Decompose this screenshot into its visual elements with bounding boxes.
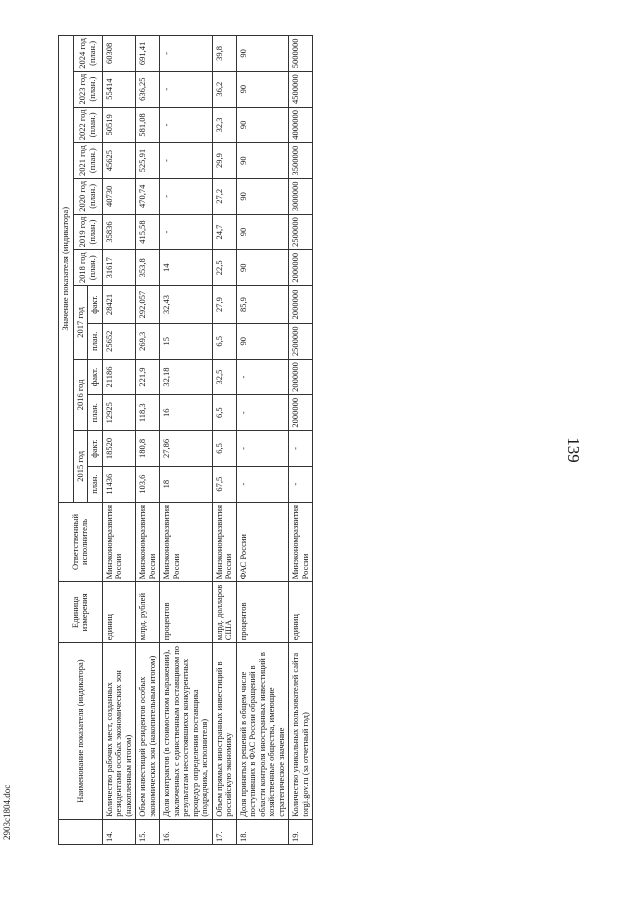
header-2023: 2023 год (план.) <box>73 71 102 107</box>
header-fact-2015: факт. <box>88 431 103 467</box>
value-cell: 29,9 <box>212 143 236 179</box>
unit-cell: процентов <box>160 582 213 643</box>
value-cell: 3500000 <box>289 143 313 179</box>
value-cell: 90 <box>236 71 289 107</box>
value-cell: 292,057 <box>136 286 160 324</box>
value-cell: 27,86 <box>160 431 213 467</box>
row-number: 19. <box>289 819 313 844</box>
value-cell: 180,8 <box>136 431 160 467</box>
value-cell: 2000000 <box>289 286 313 324</box>
header-2015: 2015 год <box>73 431 88 502</box>
value-cell: 67,5 <box>212 466 236 502</box>
indicator-name: Количество уникальных пользователей сайта torgi.gov.ru (за отчетный год) <box>289 643 313 820</box>
value-cell: 16 <box>160 395 213 431</box>
value-cell: 60308 <box>102 36 136 72</box>
value-cell: 636,25 <box>136 71 160 107</box>
header-plan-2015: план. <box>88 466 103 502</box>
value-cell: 45625 <box>102 143 136 179</box>
indicator-name: Объем инвестиций резидентов особых экономических зон (накопительным итогом) <box>136 643 160 820</box>
value-cell: 90 <box>236 323 289 359</box>
value-cell: 6,5 <box>212 395 236 431</box>
value-cell: 22,5 <box>212 250 236 286</box>
value-cell: 85,9 <box>236 286 289 324</box>
value-cell: 31617 <box>102 250 136 286</box>
value-cell: 525,91 <box>136 143 160 179</box>
table-row <box>160 36 213 845</box>
header-2017: 2017 год <box>73 286 88 360</box>
header-plan-2016: план. <box>88 395 103 431</box>
row-number: 16. <box>160 819 213 844</box>
header-2024: 2024 год (план.) <box>73 36 102 72</box>
header-2022: 2022 год (план.) <box>73 107 102 143</box>
value-cell: 18520 <box>102 431 136 467</box>
value-cell: 269,3 <box>136 323 160 359</box>
unit-cell: процентов <box>236 582 289 643</box>
table-row <box>136 36 160 845</box>
value-cell: 12925 <box>102 395 136 431</box>
responsible-cell: Минэкономразвития России <box>136 502 160 582</box>
value-cell: 6,5 <box>212 431 236 467</box>
value-cell: 32,43 <box>160 286 213 324</box>
value-cell: 18 <box>160 466 213 502</box>
table-row <box>289 36 313 845</box>
value-cell: 24,7 <box>212 214 236 250</box>
responsible-cell: ФАС России <box>236 502 289 582</box>
value-cell: 2000000 <box>289 250 313 286</box>
value-cell: 3000000 <box>289 178 313 214</box>
value-cell: - <box>160 107 213 143</box>
header-2018: 2018 год (план.) <box>73 250 102 286</box>
value-cell: 5000000 <box>289 36 313 72</box>
header-2019: 2019 год (план.) <box>73 214 102 250</box>
value-cell: - <box>289 431 313 467</box>
header-2021: 2021 год (план.) <box>73 143 102 179</box>
value-cell: 35836 <box>102 214 136 250</box>
value-cell: 90 <box>236 250 289 286</box>
rotated-table-container <box>58 35 538 845</box>
header-name: Наименование показателя (индикатора) <box>59 643 103 820</box>
table-row <box>102 36 136 845</box>
value-cell: 4000000 <box>289 107 313 143</box>
value-cell: 32,3 <box>212 107 236 143</box>
header-fact-2016: факт. <box>88 359 103 395</box>
responsible-cell: Минэкономразвития России <box>289 502 313 582</box>
value-cell: - <box>160 71 213 107</box>
header-fact-2017: факт. <box>88 286 103 324</box>
value-cell: 4500000 <box>289 71 313 107</box>
value-cell: 103,6 <box>136 466 160 502</box>
value-cell: 118,3 <box>136 395 160 431</box>
page-number: 139 <box>563 437 583 463</box>
value-cell: 353,8 <box>136 250 160 286</box>
unit-cell: млрд. долларов США <box>212 582 236 643</box>
responsible-cell: Минэкономразвития России <box>160 502 213 582</box>
value-cell: 11436 <box>102 466 136 502</box>
value-cell: 28421 <box>102 286 136 324</box>
header-2016: 2016 год <box>73 359 88 430</box>
value-cell: 50519 <box>102 107 136 143</box>
value-cell: 90 <box>236 107 289 143</box>
value-cell: - <box>160 143 213 179</box>
value-cell: - <box>236 359 289 395</box>
value-cell: 25652 <box>102 323 136 359</box>
indicator-name: Доля принятых решений в общем числе поступивших в ФАС России обращений в области контроля иностранных инвестиций в хозяйственные общества, имеющие стратегическое значение <box>236 643 289 820</box>
value-cell: 2500000 <box>289 214 313 250</box>
value-cell: 32,5 <box>212 359 236 395</box>
table-row <box>212 36 236 845</box>
row-number: 14. <box>102 819 136 844</box>
value-cell: 27,2 <box>212 178 236 214</box>
indicators-table <box>58 35 313 845</box>
value-cell: 15 <box>160 323 213 359</box>
value-cell: - <box>289 466 313 502</box>
responsible-cell: Минэкономразвития России <box>102 502 136 582</box>
value-cell: 27,9 <box>212 286 236 324</box>
unit-cell: единиц <box>289 582 313 643</box>
value-cell: 2000000 <box>289 359 313 395</box>
value-cell: 90 <box>236 214 289 250</box>
value-cell: - <box>160 214 213 250</box>
value-cell: 90 <box>236 36 289 72</box>
value-cell: 415,58 <box>136 214 160 250</box>
header-values-group: Значение показателя (индикатора) <box>59 36 74 503</box>
indicator-name: Доля контрактов (в стоимостном выражении), заключенных с единственным поставщиком по результатам несостоявшихся конкурентных процедур определения поставщика (подрядчика, исполнителя) <box>160 643 213 820</box>
value-cell: 2000000 <box>289 395 313 431</box>
value-cell: 581,08 <box>136 107 160 143</box>
value-cell: 2500000 <box>289 323 313 359</box>
footer-filename: 2903с1804.doc <box>2 784 12 840</box>
row-number: 18. <box>236 819 289 844</box>
value-cell: 36,2 <box>212 71 236 107</box>
value-cell: - <box>160 178 213 214</box>
value-cell: - <box>236 466 289 502</box>
value-cell: 90 <box>236 143 289 179</box>
header-2020: 2020 год (план.) <box>73 178 102 214</box>
table-row <box>236 36 289 845</box>
value-cell: 221,9 <box>136 359 160 395</box>
header-responsible: Ответственный исполнитель <box>59 502 103 582</box>
indicator-name: Объем прямых иностранных инвестиций в российскую экономику <box>212 643 236 820</box>
value-cell: 40730 <box>102 178 136 214</box>
value-cell: 21186 <box>102 359 136 395</box>
unit-cell: единиц <box>102 582 136 643</box>
header-plan-2017: план. <box>88 323 103 359</box>
unit-cell: млрд. рублей <box>136 582 160 643</box>
indicator-name: Количество рабочих мест, созданных резидентами особых экономических зон (накопленным итогом) <box>102 643 136 820</box>
value-cell: 90 <box>236 178 289 214</box>
value-cell: 32,18 <box>160 359 213 395</box>
value-cell: 55414 <box>102 71 136 107</box>
value-cell: 691,41 <box>136 36 160 72</box>
value-cell: - <box>160 36 213 72</box>
header-unit: Единица измерения <box>59 582 103 643</box>
value-cell: 470,74 <box>136 178 160 214</box>
header-num <box>59 819 103 844</box>
value-cell: 6,5 <box>212 323 236 359</box>
row-number: 15. <box>136 819 160 844</box>
value-cell: 14 <box>160 250 213 286</box>
value-cell: - <box>236 395 289 431</box>
value-cell: - <box>236 431 289 467</box>
responsible-cell: Минэкономразвития России <box>212 502 236 582</box>
row-number: 17. <box>212 819 236 844</box>
value-cell: 39,8 <box>212 36 236 72</box>
